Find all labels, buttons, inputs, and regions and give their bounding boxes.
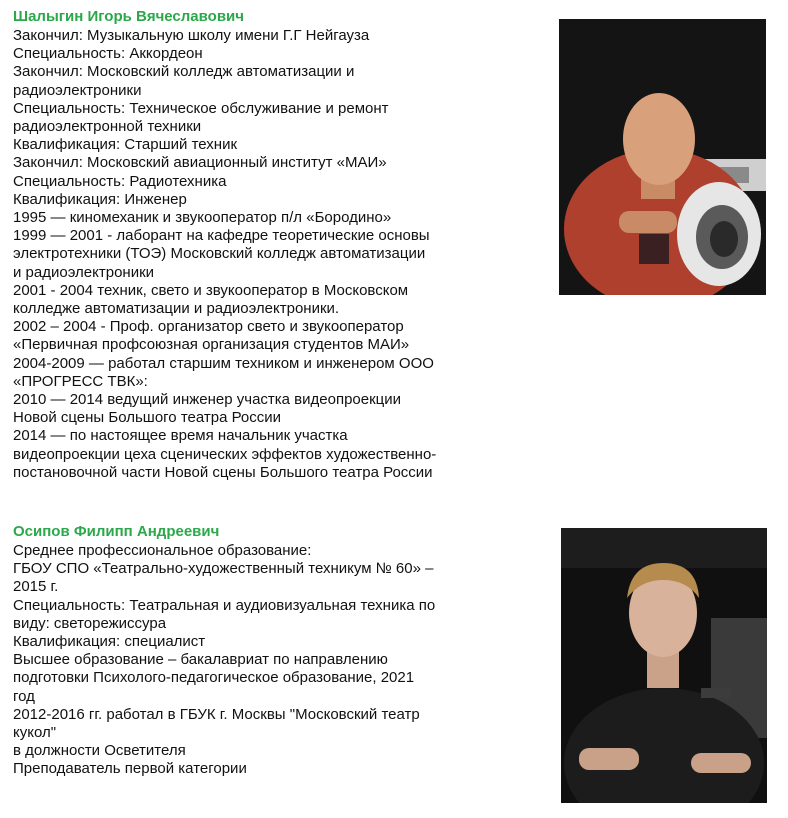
- bio-line: 2012-2016 гг. работал в ГБУК г. Москвы "Московский театр: [13, 705, 420, 723]
- bio-line: постановочной части Новой сцены Большого театра России: [13, 463, 433, 481]
- bio-line: Преподаватель первой категории: [13, 760, 247, 778]
- bio-line: 2004-2009 — работал старшим техником и инженером ООО: [13, 354, 434, 372]
- bio-line: 2001 - 2004 техник, свето и звукооператор в Московском: [13, 281, 409, 299]
- bio-line: Специальность: Театральная и аудиовизуальная техника по: [13, 596, 436, 614]
- bio-line: год: [13, 687, 35, 705]
- bio-line: 1999 — 2001 - лаборант на кафедре теоретические основы: [13, 227, 430, 245]
- bio-line: и радиоэлектроники: [13, 263, 155, 281]
- portrait-image: [559, 19, 766, 295]
- bio-line: радиоэлектроники: [13, 81, 142, 99]
- bio-line: 2015 г.: [13, 578, 59, 596]
- bio-line: 2002 – 2004 - Проф. организатор свето и звукооператор: [13, 318, 404, 336]
- bio-shalygin: [13, 7, 483, 482]
- photo-osipov: [561, 528, 767, 803]
- bio-line: ГБОУ СПО «Театрально-художественный техникум № 60» –: [13, 560, 434, 578]
- bio-line: в должности Осветителя: [13, 742, 186, 760]
- bio-osipov: [13, 522, 483, 779]
- bio-line: Среднее профессиональное образование:: [13, 542, 312, 559]
- bio-line: 2010 — 2014 ведущий инженер участка видеопроекции: [13, 391, 402, 409]
- bio-line: 1995 — киномеханик и звукооператор п/л «Бородино»: [13, 209, 392, 227]
- photo-shalygin: [559, 19, 766, 295]
- bio-line: электротехники (ТОЭ) Московский колледж автоматизации: [13, 245, 426, 263]
- bio-line: «ПРОГРЕСС ТВК»:: [13, 372, 148, 390]
- bio-line: Закончил: Музыкальную школу имени Г.Г Нейгауза: [13, 27, 370, 44]
- bio-line: Закончил: Московский авиационный институт «МАИ»: [13, 154, 387, 172]
- bio-line: видеопроекции цеха сценических эффектов художественно-: [13, 445, 437, 463]
- bio-line: кукол": [13, 724, 57, 742]
- person-name: Шалыгин Игорь Вячеславович: [13, 8, 244, 25]
- bio-line: колледже автоматизации и радиоэлектроники.: [13, 300, 340, 318]
- bio-line: Квалификация: Старший техник: [13, 136, 238, 154]
- bio-line: виду: светорежиссура: [13, 614, 167, 632]
- bio-line: Квалификация: Инженер: [13, 190, 187, 208]
- bio-line: Высшее образование – бакалавриат по направлению: [13, 651, 388, 669]
- bio-line: Специальность: Радиотехника: [13, 172, 227, 190]
- bio-line: Специальность: Техническое обслуживание и ремонт: [13, 99, 389, 117]
- bio-line: Новой сцены Большого театра России: [13, 409, 282, 427]
- bio-line: подготовки Психолого-педагогическое образование, 2021: [13, 669, 415, 687]
- bio-line: Закончил: Московский колледж автоматизации и: [13, 63, 355, 81]
- bio-line: радиоэлектронной техники: [13, 118, 202, 136]
- bio-line: 2014 — по настоящее время начальник участка: [13, 427, 348, 445]
- bio-line: Специальность: Аккордеон: [13, 45, 203, 63]
- bio-lines: [13, 542, 483, 779]
- portrait-image: [561, 528, 767, 803]
- bio-lines: [13, 27, 483, 482]
- person-name: Осипов Филипп Андреевич: [13, 523, 220, 540]
- bio-line: «Первичная профсоюзная организация студентов МАИ»: [13, 336, 410, 354]
- bio-line: Квалификация: специалист: [13, 633, 206, 651]
